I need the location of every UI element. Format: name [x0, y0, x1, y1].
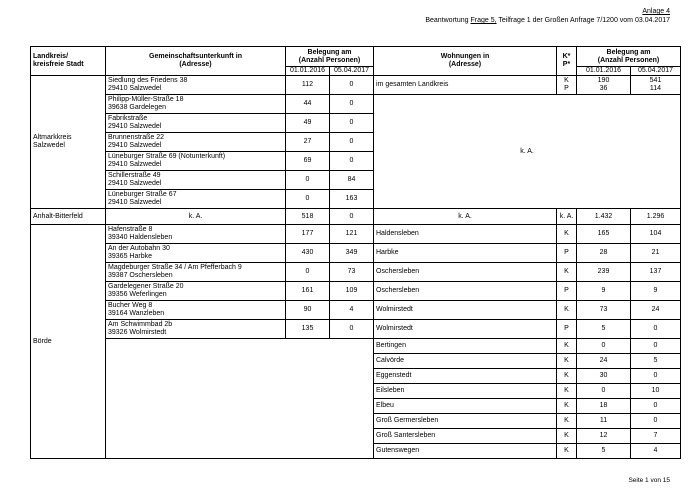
gu-value-2017: 109	[330, 282, 374, 301]
gu-value-2016: 0	[286, 263, 330, 282]
w-value-2017: 0	[631, 414, 681, 429]
w-value-2017: 104	[631, 225, 681, 244]
table-row	[31, 263, 681, 282]
col-header-belegung-gu: Belegung am (Anzahl Personen)	[286, 47, 374, 67]
gu-value-2016: 112	[286, 76, 330, 95]
kp-value: K	[557, 354, 577, 369]
w-value-2017: 4	[631, 444, 681, 459]
w-value-2017: 5	[631, 354, 681, 369]
w-value-2017: 137	[631, 263, 681, 282]
col-header-wohnungen: Wohnungen in (Adresse)	[374, 47, 557, 76]
gu-value-2016: 0	[286, 190, 330, 209]
w-value-2017: 0	[631, 369, 681, 384]
date-gu-2: 05.04.2017	[330, 67, 374, 76]
w-value-2016: 30	[577, 369, 631, 384]
gu-address: An der Autobahn 30 39365 Harbke	[106, 244, 286, 263]
document-subtitle	[425, 17, 670, 24]
gu-address: Lüneburger Straße 69 (Notunterkunft) 29410 Salzwedel	[106, 152, 286, 171]
gu-value-2017: 0	[330, 76, 374, 95]
kp-value: K	[557, 444, 577, 459]
table-row	[31, 339, 681, 354]
table-row	[31, 320, 681, 339]
w-value-2017: 0	[631, 320, 681, 339]
table-row	[31, 282, 681, 301]
gu-address: Am Schwimmbad 2b 39326 Wolmirstedt	[106, 320, 286, 339]
page-number: Seite 1 von 15	[628, 477, 670, 484]
kp-value: K	[557, 429, 577, 444]
kp-value: k. A.	[557, 209, 577, 225]
w-value-2016: 9	[577, 282, 631, 301]
gu-value-2017: 4	[330, 301, 374, 320]
wohnung-address: Gutenswegen	[374, 444, 557, 459]
gu-value-2016: 0	[286, 171, 330, 190]
gu-value-2017: 0	[330, 95, 374, 114]
gu-value-2016: 90	[286, 301, 330, 320]
w-value-2017: 1.296	[631, 209, 681, 225]
table-row	[31, 95, 681, 114]
wohnung-address: Oschersleben	[374, 263, 557, 282]
w-value-2017: 24	[631, 301, 681, 320]
date-w-1: 01.01.2016	[577, 67, 631, 76]
w-value-2016: 239	[577, 263, 631, 282]
wohnung-address: Eilsleben	[374, 384, 557, 399]
landkreis-altmark: Altmarkkreis Salzwedel	[31, 76, 106, 209]
w-value-2016: 165	[577, 225, 631, 244]
header-row	[31, 47, 681, 67]
kp-value: K	[557, 301, 577, 320]
gu-value-2016: 44	[286, 95, 330, 114]
gu-value-2017: 84	[330, 171, 374, 190]
w-value-2017: 9	[631, 282, 681, 301]
w-value-2016: 1.432	[577, 209, 631, 225]
kp-value: K	[557, 225, 577, 244]
wohnungen-ka: k. A.	[374, 95, 681, 209]
w-value-2016: 24	[577, 354, 631, 369]
w-value-2017: 0	[631, 399, 681, 414]
kp-value: K	[557, 399, 577, 414]
col-header-belegung-w: Belegung am (Anzahl Personen)	[577, 47, 681, 67]
gu-value-2017: 73	[330, 263, 374, 282]
gu-address: Schillerstraße 49 29410 Salzwedel	[106, 171, 286, 190]
w-value-2016: 11	[577, 414, 631, 429]
table-row	[31, 301, 681, 320]
col-header-gu: Gemeinschaftsunterkunft in (Adresse)	[106, 47, 286, 76]
gu-value-2016: 161	[286, 282, 330, 301]
anlage-label: Anlage 4	[642, 8, 670, 15]
gu-address: Bucher Weg 8 39164 Wanzleben	[106, 301, 286, 320]
kp-value: K	[557, 339, 577, 354]
gu-value-2017: 349	[330, 244, 374, 263]
wohnung-address: Elbeu	[374, 399, 557, 414]
gu-address: Philipp-Müller-Straße 18 39638 Gardelegen	[106, 95, 286, 114]
kp-value: P	[557, 320, 577, 339]
landkreis-boerde: Börde	[31, 225, 106, 459]
table-row	[31, 225, 681, 244]
w-value-2017: 541 114	[631, 76, 681, 95]
date-gu-1: 01.01.2016	[286, 67, 330, 76]
gu-empty	[106, 339, 374, 459]
gu-value-2017: 0	[330, 209, 374, 225]
gu-address: Hafenstraße 8 39340 Haldensleben	[106, 225, 286, 244]
gu-address: Gardelegener Straße 20 39356 Weferlingen	[106, 282, 286, 301]
w-value-2016: 190 36	[577, 76, 631, 95]
gu-value-2016: 518	[286, 209, 330, 225]
wohnung-address: Wolmirstedt	[374, 320, 557, 339]
col-header-landkreis: Landkreis/ kreisfreie Stadt	[31, 47, 106, 76]
gu-value-2017: 0	[330, 114, 374, 133]
w-value-2017: 0	[631, 339, 681, 354]
w-value-2016: 5	[577, 320, 631, 339]
subtitle-frage: Frage 5,	[470, 17, 497, 24]
w-value-2016: 73	[577, 301, 631, 320]
wohnung-address: Haldensleben	[374, 225, 557, 244]
gu-address: Brunnenstraße 22 29410 Salzwedel	[106, 133, 286, 152]
wohnung-address: k. A.	[374, 209, 557, 225]
gu-address: Magdeburger Straße 34 / Am Pfefferbach 9 39387 Oschersleben	[106, 263, 286, 282]
accommodation-table	[30, 46, 681, 459]
wohnung-address: Bertingen	[374, 339, 557, 354]
wohnung-address: Oschersleben	[374, 282, 557, 301]
gu-value-2017: 163	[330, 190, 374, 209]
gu-value-2016: 177	[286, 225, 330, 244]
gu-address: Siedlung des Friedens 38 29410 Salzwedel	[106, 76, 286, 95]
kp-value: K	[557, 414, 577, 429]
col-header-kp: K* P*	[557, 47, 577, 76]
gu-value-2016: 27	[286, 133, 330, 152]
w-value-2017: 7	[631, 429, 681, 444]
wohnung-address: Groß Germersleben	[374, 414, 557, 429]
gu-value-2016: 49	[286, 114, 330, 133]
subtitle-prefix: Beantwortung	[425, 17, 471, 24]
w-value-2017: 21	[631, 244, 681, 263]
kp-value: K P	[557, 76, 577, 95]
landkreis-anhalt: Anhalt-Bitterfeld	[31, 209, 106, 225]
date-w-2: 05.04.2017	[631, 67, 681, 76]
w-value-2016: 12	[577, 429, 631, 444]
gu-value-2016: 69	[286, 152, 330, 171]
gu-value-2016: 430	[286, 244, 330, 263]
kp-value: K	[557, 384, 577, 399]
table-row	[31, 209, 681, 225]
table-row	[31, 76, 681, 95]
wohnung-address: im gesamten Landkreis	[374, 76, 557, 95]
w-value-2017: 10	[631, 384, 681, 399]
wohnung-address: Groß Santersleben	[374, 429, 557, 444]
gu-value-2017: 0	[330, 133, 374, 152]
w-value-2016: 0	[577, 384, 631, 399]
w-value-2016: 5	[577, 444, 631, 459]
gu-value-2016: 135	[286, 320, 330, 339]
wohnung-address: Harbke	[374, 244, 557, 263]
w-value-2016: 18	[577, 399, 631, 414]
gu-address: Fabrikstraße 29410 Salzwedel	[106, 114, 286, 133]
kp-value: K	[557, 263, 577, 282]
gu-address: Lüneburger Straße 67 29410 Salzwedel	[106, 190, 286, 209]
gu-value-2017: 0	[330, 152, 374, 171]
wohnung-address: Eggenstedt	[374, 369, 557, 384]
kp-value: K	[557, 369, 577, 384]
gu-address: k. A.	[106, 209, 286, 225]
w-value-2016: 28	[577, 244, 631, 263]
kp-value: P	[557, 244, 577, 263]
gu-value-2017: 121	[330, 225, 374, 244]
w-value-2016: 0	[577, 339, 631, 354]
wohnung-address: Wolmirstedt	[374, 301, 557, 320]
gu-value-2017: 0	[330, 320, 374, 339]
subtitle-rest: Teilfrage 1 der Großen Anfrage 7/1200 vom 03.04.2017	[496, 17, 670, 24]
kp-value: P	[557, 282, 577, 301]
wohnung-address: Calvörde	[374, 354, 557, 369]
table-row	[31, 244, 681, 263]
